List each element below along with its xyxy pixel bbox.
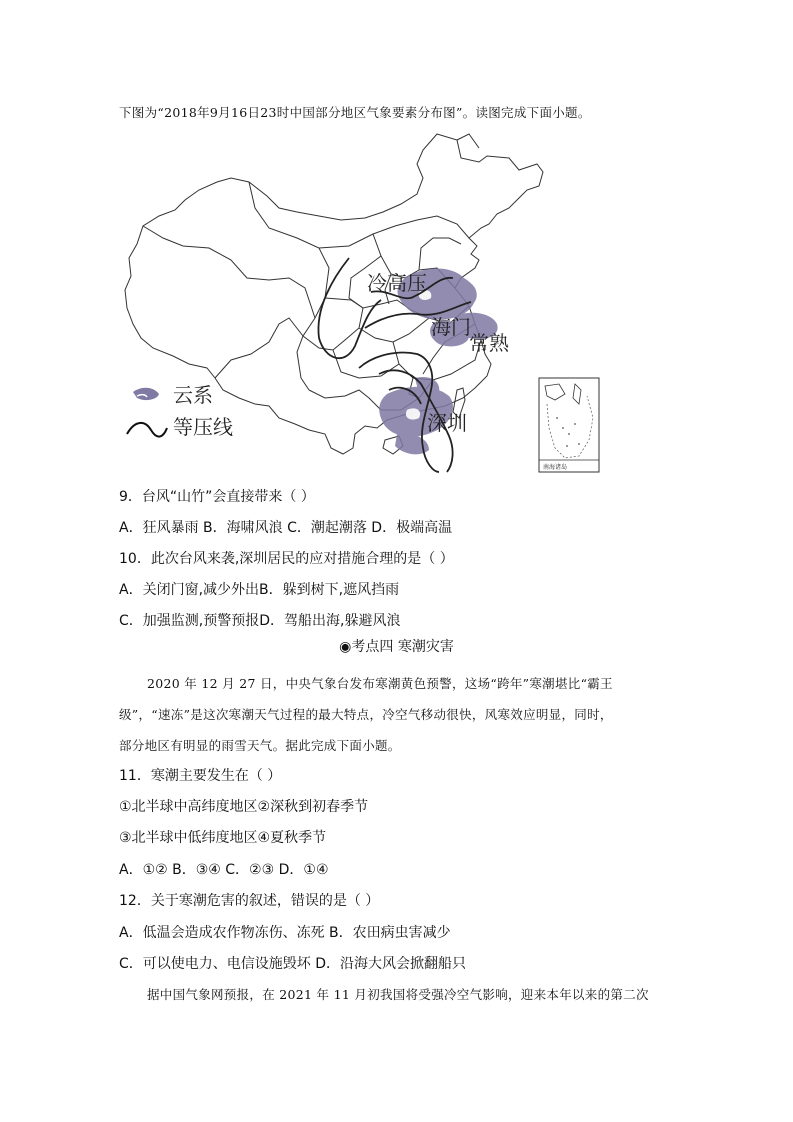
q10-options-line1: A．关闭门窗,减少外出B．躲到树下,遮风挡雨: [119, 582, 400, 598]
q11-stem: 11．寒潮主要发生在（ ）: [119, 768, 282, 784]
section-title: ◉考点四 寒潮灾害: [339, 639, 454, 655]
q9-options: A．狂风暴雨 B．海啸风浪 C．潮起潮落 D．极端高温: [119, 520, 453, 536]
legend-cloud-label: 云系: [173, 383, 213, 407]
q11-line2: ③北半球中低纬度地区④夏秋季节: [119, 830, 327, 846]
intro-text: 下图为“2018年9月16日23时中国部分地区气象要素分布图”。读图完成下面小题。: [119, 105, 591, 120]
paragraph-line-3: 部分地区有明显的雨雪天气。据此完成下面小题。: [119, 738, 401, 753]
legend-cloud-swatch: [133, 388, 159, 400]
inset-label: 南海诸岛: [543, 464, 568, 471]
south-china-sea-inset: [539, 378, 599, 472]
label-cold-high: 冷高压: [367, 271, 427, 295]
q12-options-line1: A．低温会造成农作物冻伤、冻死 B．农田病虫害减少: [119, 925, 451, 941]
paragraph-line-1: 2020 年 12 月 27 日，中央气象台发布寒潮黄色预警，这场“跨年”寒潮堪比“霸王: [147, 676, 613, 691]
q10-options-line2: C．加强监测,预警预报D．驾船出海,躲避风浪: [119, 613, 401, 629]
q11-line1: ①北半球中高纬度地区②深秋到初春季节: [119, 799, 369, 815]
label-haimen: 海门: [431, 315, 471, 339]
legend-isobar-label: 等压线: [173, 415, 233, 439]
paragraph-line-2: 级”，“速冻”是这次寒潮天气过程的最大特点，冷空气移动很快，风寒效应明显，同时，: [119, 707, 613, 722]
label-shenzhen: 深圳: [427, 411, 467, 435]
label-changshu: 常熟: [469, 331, 509, 355]
q10-stem: 10．此次台风来袭,深圳居民的应对措施合理的是（ ）: [119, 551, 454, 567]
q9-stem: 9．台风“山竹”会直接带来（ ）: [119, 489, 315, 505]
q11-options: A．①② B．③④ C．②③ D．①④: [119, 862, 329, 878]
paragraph-line-4: 据中国气象网预报，在 2021 年 11 月初我国将受强冷空气影响，迎来本年以来的第二次: [147, 987, 649, 1002]
q12-stem: 12．关于寒潮危害的叙述，错误的是（ ）: [119, 893, 380, 909]
legend-isobar-swatch: [127, 423, 167, 437]
legend: [127, 383, 233, 439]
q12-options-line2: C．可以使电力、电信设施毁坏 D．沿海大风会掀翻船只: [119, 956, 467, 972]
weather-map: [119, 128, 607, 478]
